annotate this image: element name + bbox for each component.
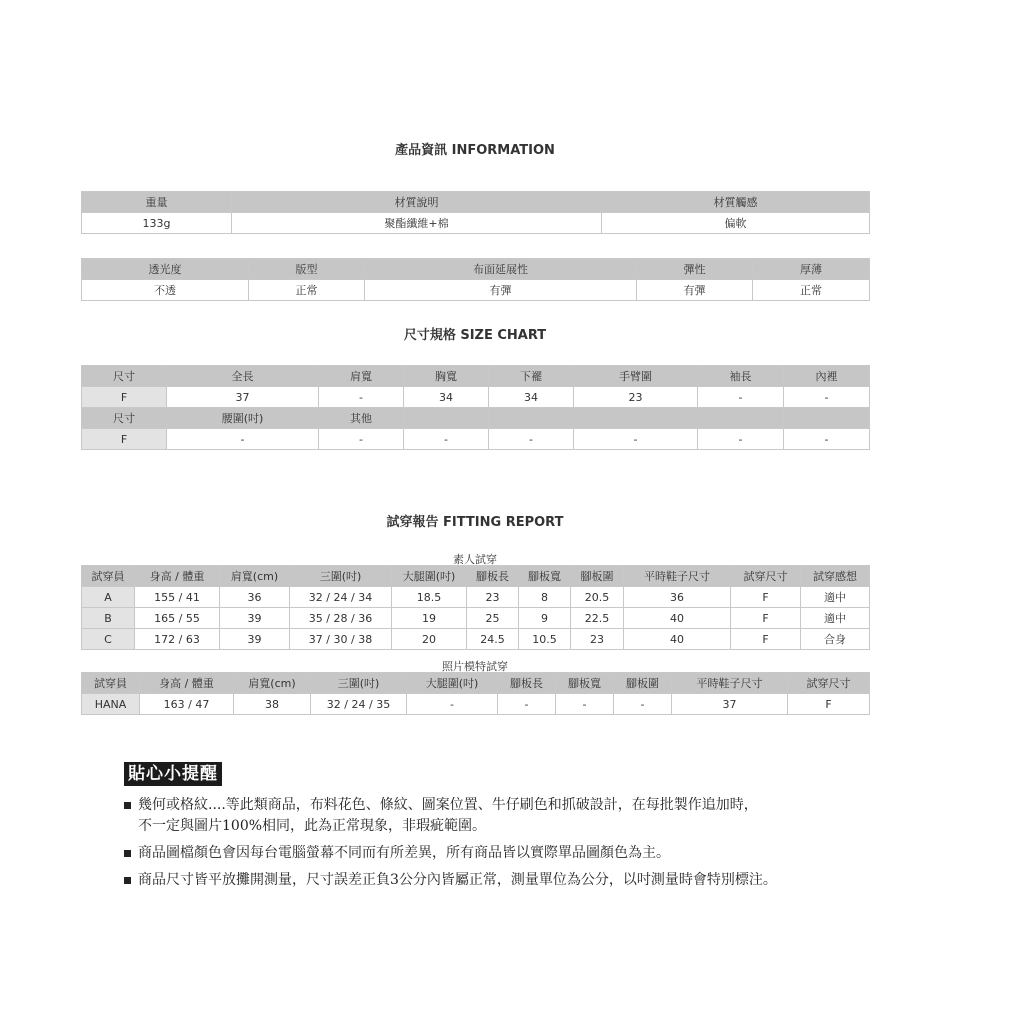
information-title: 產品資訊 INFORMATION — [395, 143, 555, 158]
amateur-header: 肩寬(cm) — [220, 566, 290, 587]
model-header: 腳板寬 — [556, 673, 614, 694]
bullet-square-icon — [124, 850, 131, 857]
model-header-row — [82, 673, 870, 694]
tester-cell: B — [82, 608, 135, 629]
size-header: 全長 — [167, 366, 319, 387]
amateur-fitting-caption: 素人試穿 — [453, 553, 497, 566]
table-cell: - — [614, 694, 672, 715]
table-cell: 39 — [220, 629, 290, 650]
table-cell: 23 — [467, 587, 519, 608]
notice-text: 不一定與圖片100%相同，此為正常現象，非瑕疵範圍。 — [138, 818, 487, 834]
header-thickness: 厚薄 — [753, 259, 870, 280]
amateur-header: 三圍(吋) — [290, 566, 392, 587]
size-header: 尺寸 — [82, 366, 167, 387]
amateur-header: 身高 / 體重 — [135, 566, 220, 587]
amateur-fitting-table — [81, 565, 870, 650]
size-header — [574, 408, 698, 429]
amateur-header-row — [82, 566, 870, 587]
amateur-header: 腳板圍 — [571, 566, 624, 587]
model-header: 三圍(吋) — [311, 673, 407, 694]
size-value: F — [82, 387, 167, 408]
value-thickness: 正常 — [753, 280, 870, 301]
model-fitting-caption: 照片模特試穿 — [442, 660, 508, 673]
table-cell: - — [498, 694, 556, 715]
size-value: - — [784, 429, 870, 450]
value-opacity: 不透 — [82, 280, 249, 301]
table-cell: 40 — [624, 629, 731, 650]
header-stretch: 布面延展性 — [365, 259, 637, 280]
header-opacity: 透光度 — [82, 259, 249, 280]
header-fit: 版型 — [249, 259, 365, 280]
amateur-header: 腳板長 — [467, 566, 519, 587]
model-fitting-table — [81, 672, 870, 715]
size-header: 腰圍(吋) — [167, 408, 319, 429]
size-header: 胸寬 — [404, 366, 489, 387]
size-value: - — [698, 387, 784, 408]
value-stretch: 有彈 — [365, 280, 637, 301]
notice-item — [124, 816, 884, 837]
table-row — [82, 629, 870, 650]
tester-cell: A — [82, 587, 135, 608]
model-header: 大腿圍(吋) — [407, 673, 498, 694]
size-value: 37 — [167, 387, 319, 408]
value-texture: 偏軟 — [602, 213, 870, 234]
table-cell: 8 — [519, 587, 571, 608]
table-cell: 163 / 47 — [140, 694, 234, 715]
table-cell: 38 — [234, 694, 311, 715]
table-cell: 22.5 — [571, 608, 624, 629]
size-value: - — [319, 429, 404, 450]
size-chart-table — [81, 365, 870, 450]
amateur-header: 平時鞋子尺寸 — [624, 566, 731, 587]
model-header: 試穿員 — [82, 673, 140, 694]
table-cell: 25 — [467, 608, 519, 629]
size-value: 34 — [404, 387, 489, 408]
header-elasticity: 彈性 — [637, 259, 753, 280]
model-header: 腳板圍 — [614, 673, 672, 694]
table-cell: 37 — [672, 694, 788, 715]
table-cell: 172 / 63 — [135, 629, 220, 650]
size-header: 其他 — [319, 408, 404, 429]
table-cell: 18.5 — [392, 587, 467, 608]
table-cell: 32 / 24 / 34 — [290, 587, 392, 608]
model-header: 腳板長 — [498, 673, 556, 694]
size-header: 內裡 — [784, 366, 870, 387]
value-fit: 正常 — [249, 280, 365, 301]
table-cell: 適中 — [801, 608, 870, 629]
size-header: 袖長 — [698, 366, 784, 387]
table-cell: F — [731, 629, 801, 650]
size-header: 肩寬 — [319, 366, 404, 387]
table-cell: 40 — [624, 608, 731, 629]
notice-item — [124, 843, 884, 864]
table-cell: - — [407, 694, 498, 715]
info-table-2 — [81, 258, 870, 301]
model-header: 試穿尺寸 — [788, 673, 870, 694]
notice-text: 商品尺寸皆平放攤開測量，尺寸誤差正負3公分內皆屬正常，測量單位為公分，以吋測量時會特別標注。 — [138, 872, 777, 888]
table-row — [82, 694, 870, 715]
table-cell: 155 / 41 — [135, 587, 220, 608]
notice-heading: 貼心小提醒 — [124, 762, 222, 786]
table-cell: 9 — [519, 608, 571, 629]
size-value: 23 — [574, 387, 698, 408]
table-cell: 適中 — [801, 587, 870, 608]
table-cell: 20.5 — [571, 587, 624, 608]
size-header — [404, 408, 489, 429]
table-cell: 36 — [220, 587, 290, 608]
size-value: - — [489, 429, 574, 450]
size-value: - — [698, 429, 784, 450]
notice-list — [124, 795, 884, 897]
table-cell: 24.5 — [467, 629, 519, 650]
table-cell: F — [731, 587, 801, 608]
notice-item — [124, 870, 884, 891]
size-value: - — [784, 387, 870, 408]
amateur-header: 腳板寬 — [519, 566, 571, 587]
notice-text: 幾何或格紋....等此類商品，布料花色、條紋、圖案位置、牛仔刷色和抓破設計，在每批製作追加時， — [138, 797, 758, 813]
table-cell: 20 — [392, 629, 467, 650]
table-cell: 39 — [220, 608, 290, 629]
table-cell: 10.5 — [519, 629, 571, 650]
tester-cell: HANA — [82, 694, 140, 715]
amateur-header: 大腿圍(吋) — [392, 566, 467, 587]
header-material: 材質說明 — [232, 192, 602, 213]
table-cell: 23 — [571, 629, 624, 650]
table-cell: 36 — [624, 587, 731, 608]
size-header: 手臂圍 — [574, 366, 698, 387]
value-weight: 133g — [82, 213, 232, 234]
header-texture: 材質觸感 — [602, 192, 870, 213]
bullet-square-icon — [124, 802, 131, 809]
size-header: 尺寸 — [82, 408, 167, 429]
size-header: 下襬 — [489, 366, 574, 387]
value-material: 聚酯纖維+棉 — [232, 213, 602, 234]
table-cell: - — [556, 694, 614, 715]
table-cell: 19 — [392, 608, 467, 629]
table-cell: 165 / 55 — [135, 608, 220, 629]
model-header: 身高 / 體重 — [140, 673, 234, 694]
bullet-square-icon — [124, 877, 131, 884]
size-value: - — [167, 429, 319, 450]
size-value: F — [82, 429, 167, 450]
value-elasticity: 有彈 — [637, 280, 753, 301]
table-cell: 35 / 28 / 36 — [290, 608, 392, 629]
header-weight: 重量 — [82, 192, 232, 213]
size-header — [784, 408, 870, 429]
table-cell: F — [731, 608, 801, 629]
size-value: - — [319, 387, 404, 408]
size-header — [698, 408, 784, 429]
size-value: - — [404, 429, 489, 450]
fitting-report-title: 試穿報告 FITTING REPORT — [386, 515, 564, 530]
notice-text: 商品圖檔顏色會因每台電腦螢幕不同而有所差異，所有商品皆以實際單品圖顏色為主。 — [138, 845, 670, 861]
table-cell: F — [788, 694, 870, 715]
info-table-1 — [81, 191, 870, 234]
model-header: 肩寬(cm) — [234, 673, 311, 694]
amateur-header: 試穿員 — [82, 566, 135, 587]
tester-cell: C — [82, 629, 135, 650]
size-chart-title: 尺寸規格 SIZE CHART — [403, 328, 547, 343]
size-value: 34 — [489, 387, 574, 408]
table-cell: 合身 — [801, 629, 870, 650]
table-cell: 37 / 30 / 38 — [290, 629, 392, 650]
size-header — [489, 408, 574, 429]
model-header: 平時鞋子尺寸 — [672, 673, 788, 694]
table-row — [82, 587, 870, 608]
table-cell: 32 / 24 / 35 — [311, 694, 407, 715]
size-value: - — [574, 429, 698, 450]
notice-item — [124, 795, 884, 816]
table-row — [82, 608, 870, 629]
amateur-header: 試穿尺寸 — [731, 566, 801, 587]
amateur-header: 試穿感想 — [801, 566, 870, 587]
